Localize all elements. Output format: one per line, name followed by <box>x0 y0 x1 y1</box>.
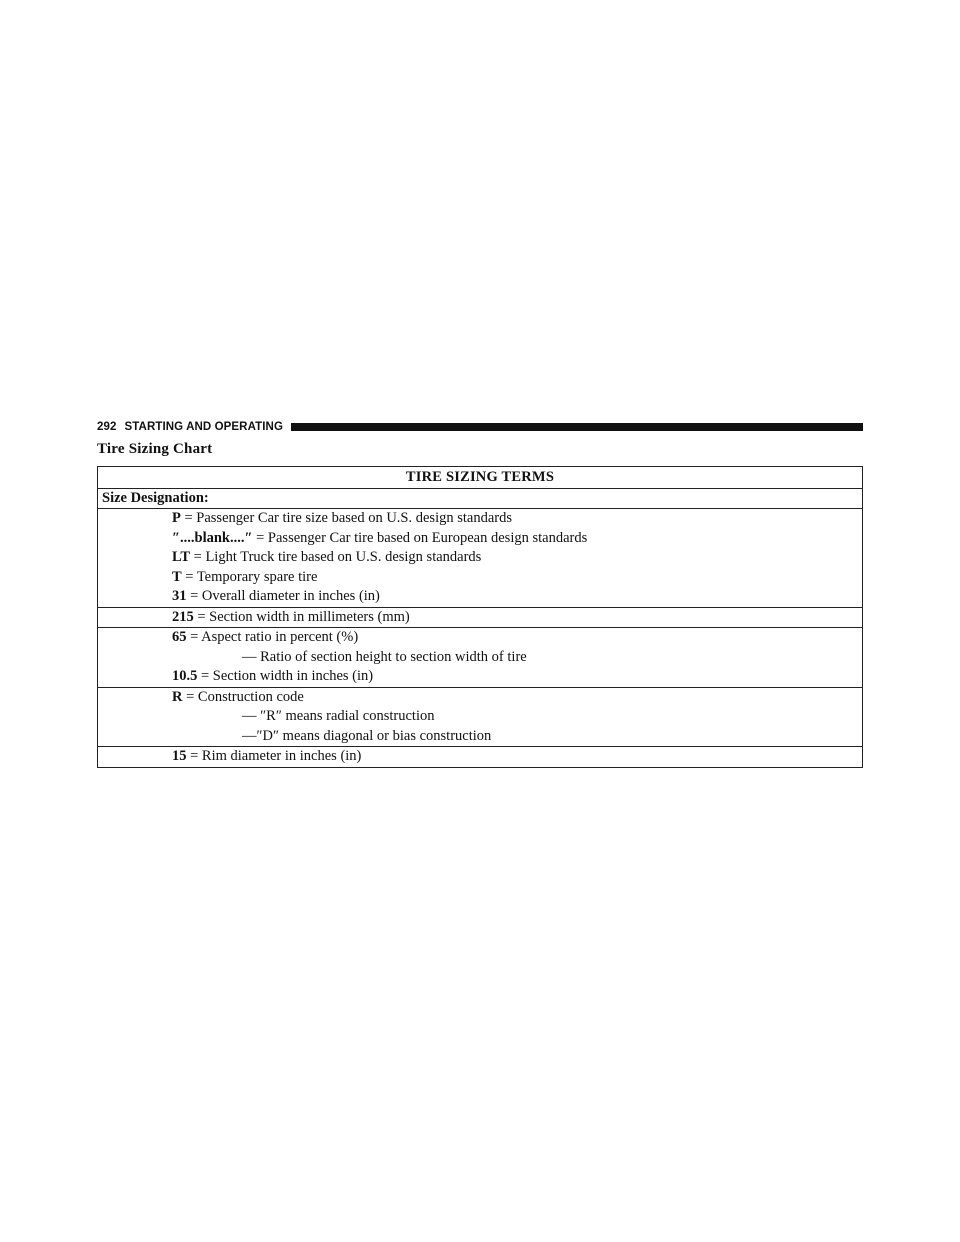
term-description: = Section width in inches (in) <box>197 668 374 684</box>
term-line <box>172 529 862 549</box>
page-header <box>97 419 863 435</box>
section-label: STARTING AND OPERATING <box>124 421 284 433</box>
term-line <box>172 548 862 568</box>
table-row <box>98 607 863 628</box>
table-row <box>98 747 863 768</box>
term-code: LT <box>172 549 191 565</box>
term-code: ″....blank....″ <box>172 529 253 546</box>
term-line <box>172 747 862 767</box>
term-description: = Light Truck tire based on U.S. design standards <box>190 549 482 565</box>
term-line <box>172 727 862 747</box>
term-line <box>172 568 862 588</box>
term-code: 65 <box>172 629 187 645</box>
term-description: = Passenger Car tire based on European design standards <box>252 529 588 546</box>
term-line <box>172 648 862 668</box>
terms-cell <box>98 687 863 747</box>
term-code: T <box>172 568 182 585</box>
term-line <box>172 707 862 727</box>
table-row <box>98 509 863 608</box>
header-rule <box>291 423 863 431</box>
page-number: 292 <box>97 421 117 433</box>
term-line <box>172 608 862 628</box>
term-description: = Aspect ratio in percent (%) <box>186 629 359 645</box>
tire-sizing-table <box>97 466 863 768</box>
term-description: = Rim diameter in inches (in) <box>186 748 362 764</box>
term-description: = Construction code <box>182 688 304 705</box>
term-line <box>172 688 862 708</box>
term-line <box>172 628 862 648</box>
term-code: 215 <box>172 608 194 625</box>
table-row <box>98 687 863 747</box>
term-code: 15 <box>172 748 187 764</box>
term-description: = Passenger Car tire size based on U.S. design standards <box>180 510 512 526</box>
term-line <box>172 667 862 687</box>
term-description: = Temporary spare tire <box>181 568 318 585</box>
term-line <box>172 509 862 529</box>
term-line <box>172 587 862 607</box>
term-code: R <box>172 688 183 705</box>
page-title: Tire Sizing Chart <box>97 441 213 457</box>
terms-cell <box>98 607 863 628</box>
table-subheading: Size Designation: <box>98 488 863 509</box>
term-code: P <box>172 510 181 526</box>
table-subheading-row <box>98 488 863 509</box>
table-heading: TIRE SIZING TERMS <box>98 467 863 489</box>
terms-cell <box>98 628 863 688</box>
term-code: 31 <box>172 588 187 604</box>
term-code: 10.5 <box>172 668 198 684</box>
table-heading-row <box>98 467 863 489</box>
term-description: — ″R″ means radial construction <box>242 708 435 724</box>
term-description: — Ratio of section height to section width of tire <box>242 648 527 665</box>
terms-cell <box>98 509 863 608</box>
terms-cell <box>98 747 863 768</box>
term-description: —″D″ means diagonal or bias construction <box>242 727 492 744</box>
term-description: = Overall diameter in inches (in) <box>186 588 380 604</box>
table-row <box>98 628 863 688</box>
term-description: = Section width in millimeters (mm) <box>193 608 410 625</box>
